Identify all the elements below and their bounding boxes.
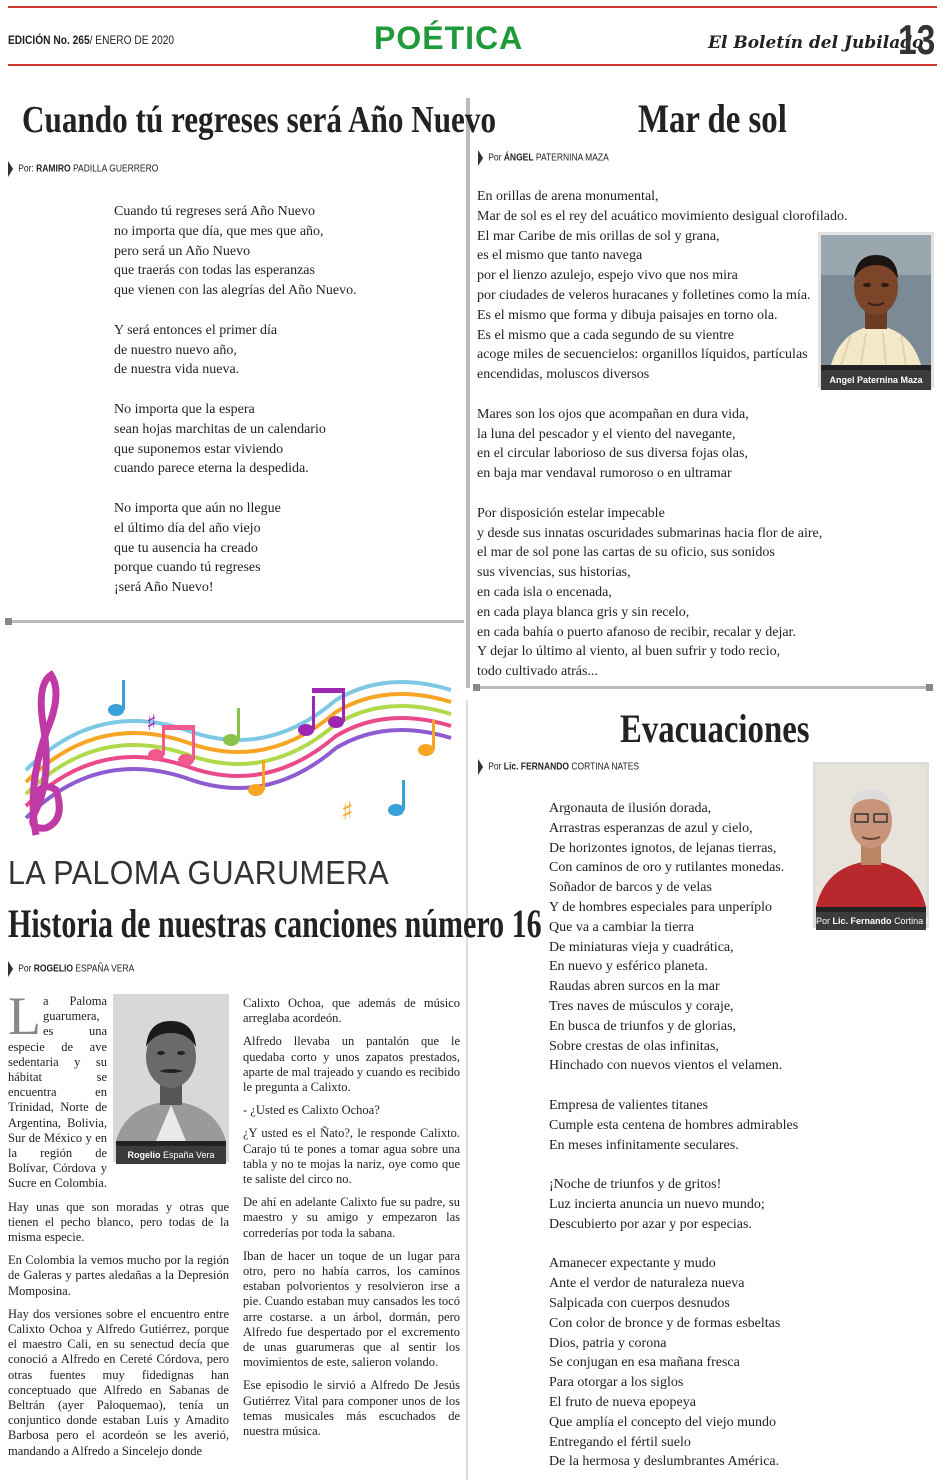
poem-line: Cumple esta centena de hombres admirables <box>549 1117 799 1133</box>
poem2-author-first: ÁNGEL <box>503 152 534 164</box>
poem-line: Mar de sol es el rey del acuático movimiento desigual clorofilado. <box>477 208 848 224</box>
portrait-image <box>816 765 926 907</box>
poem-line: en cada playa blanca gris y sin recelo, <box>477 604 690 620</box>
byline-arrow-icon <box>478 759 483 775</box>
stanza-gap <box>549 1235 798 1255</box>
poem1-title: Cuando tú regreses será Año Nuevo <box>22 99 497 141</box>
article-column-2 <box>243 996 460 1439</box>
portrait-image <box>116 997 226 1141</box>
poem-line: En nuevo y esférico planeta. <box>549 959 708 975</box>
poem-line: en el circular laborioso de sus diversa fojas olas, <box>477 446 748 462</box>
poem1-author-first: RAMIRO <box>36 163 71 175</box>
stanza-gap <box>477 484 848 504</box>
article-paragraph: - ¿Usted es Calixto Ochoa? <box>243 1103 380 1118</box>
poem-line: y desde sus innatas oscuridades submarinas hacia flor de aire, <box>477 525 823 541</box>
byline-arrow-icon <box>8 161 13 177</box>
poem3-body <box>549 799 798 1472</box>
article-dropcap: L <box>8 986 41 1046</box>
poem-line: Empresa de valientes titanes <box>549 1097 708 1113</box>
poem-line: Y dejar lo último al viento, al buen sufrir y todo recio, <box>477 644 781 660</box>
poem-line: Que amplía el concepto del viejo mundo <box>549 1414 777 1430</box>
edition-info <box>8 33 174 47</box>
article-paragraph: La Paloma guarumera, es una especie de ave sedentaria y su hábitat se encuentra en Trinidad, Norte de Argentina, Bolivia, Sur de México y en la región de Bolívar, Córdova y Sucre en Colombia. <box>8 986 107 1191</box>
section-title: POÉTICA <box>374 20 524 56</box>
svg-text:♯: ♯ <box>341 797 354 827</box>
poem-line: El mar Caribe de mis orillas de sol y grana, <box>477 228 720 244</box>
poem-line: no importa que día, que mes que año, <box>114 223 324 239</box>
article-title: Historia de nuestras canciones número 16 <box>8 901 542 946</box>
poem-line: Tres naves de músculos y coraje, <box>549 998 734 1014</box>
poem3-author-title: Lic. <box>503 761 519 773</box>
poem-line: Cuando tú regreses será Año Nuevo <box>114 204 316 219</box>
poem-line: ¡será Año Nuevo! <box>114 580 214 596</box>
poem3-byline: Por Lic. FERNANDO CORTINA NATES <box>478 759 639 775</box>
poem-line: en cada bahía o puerto afanoso de recibir, recalar y dejar. <box>477 624 796 640</box>
column-divider <box>466 98 470 688</box>
poem-line: Descubierto por azar y por especias. <box>549 1216 752 1232</box>
poem-line: No importa que aún no llegue <box>114 500 281 516</box>
poem-line: Arrastras esperanzas de azul y cielo, <box>549 820 753 836</box>
article-col1-paragraphs <box>8 1200 229 1459</box>
rule-dot <box>473 684 480 691</box>
svg-text:♯: ♯ <box>146 711 157 736</box>
portrait-image <box>821 235 931 365</box>
poem-line: por el lienzo azulejo, espejo vivo que nos mira <box>477 268 738 284</box>
poem-line: De horizontes ignotos, de lejanas tierras, <box>549 840 777 856</box>
poem-line: Y de hombres especiales para unperíplo <box>549 899 773 915</box>
poem-line: Con color de bronce y de formas esbeltas <box>549 1315 781 1331</box>
poem-line: Es el mismo que forma y dibuja paisajes en torno ola. <box>477 307 778 323</box>
poem-line: Dios, patria y corona <box>549 1335 667 1351</box>
poem-line: Amanecer expectante y mudo <box>549 1256 716 1272</box>
article-author-last: ESPAÑA VERA <box>75 963 135 975</box>
header-bottom-rule <box>8 64 937 66</box>
poem2-byline: Por ÁNGEL PATERNINA MAZA <box>478 150 609 166</box>
article-paragraph: Calixto Ochoa, que además de músico arreglaba acordeón. <box>243 996 460 1026</box>
poem3-author-first: FERNANDO <box>520 761 569 773</box>
poem-line: ¡Noche de triunfos y de gritos! <box>549 1177 722 1193</box>
poem1-byline: Por: RAMIRO PADILLA GUERRERO <box>8 161 158 177</box>
poem-line: porque cuando tú regreses <box>114 560 261 576</box>
poem-line: Mares son los ojos que acompañan en dura vida, <box>477 406 749 422</box>
poem2-title: Mar de sol <box>638 96 787 141</box>
poem-line: De miniaturas vieja y cuadrática, <box>549 939 734 955</box>
masthead: El Boletín del Jubilado <box>708 33 924 53</box>
poem-line: que tu ausencia ha creado <box>114 540 258 556</box>
poem-line: sus vivencias, sus historias, <box>477 565 631 581</box>
poem-line: Luz incierta anuncia un nuevo mundo; <box>549 1196 765 1212</box>
poem3-author-last: CORTINA NATES <box>571 761 640 773</box>
poem3-title: Evacuaciones <box>620 706 810 751</box>
poem-line: cuando parece eterna la despedida. <box>114 461 309 477</box>
poem-line: la luna del pescador y el viento del navegante, <box>477 426 736 442</box>
poem-line: Es el mismo que a cada segundo de su vientre <box>477 327 734 343</box>
poem-line: Argonauta de ilusión dorada, <box>549 801 712 816</box>
poem-line: de nuestra vida nueva. <box>114 362 240 378</box>
poem-line: Soñador de barcos y de velas <box>549 880 712 896</box>
article-paragraph: En Colombia la vemos mucho por la región de Galeras y partes aledañas a la Depresión Momposina. <box>8 1253 229 1298</box>
poem-line: Entregando el fértil suelo <box>549 1434 691 1450</box>
stanza-gap <box>114 479 357 499</box>
stanza-gap <box>114 301 357 321</box>
poem2-photo-caption: Angel Paternina Maza <box>821 370 931 390</box>
rule-dot <box>926 684 933 691</box>
article-photo-caption: Rogelio España Vera <box>116 1146 226 1164</box>
article-paragraph: Hay dos versiones sobre el encuentro entre Calixto Ochoa y Alfredo Gutiérrez, porque el maestro Cali, en su senectud decía que conoció a Alfredo en Cereté Córdova, pero otras fuentes muy fidedignas han conceptuado que Alfredo en Sabanas de Beltrán (ayer Paloquemao), tenía un conjuntico donde estaban Luis y Amadito Barbosa pero el acordeón se les averió, mandando a Alfredo a Sincelejo donde <box>8 1306 229 1458</box>
poem-line: Se conjugan en esa mañana fresca <box>549 1355 740 1371</box>
poem-line: el mar de sol pone las cartas de su oficio, sus sonidos <box>477 545 775 561</box>
poem-line: de nuestro nuevo año, <box>114 342 237 358</box>
edition-label: EDICIÓN <box>8 33 51 47</box>
poem-line: Sobre crestas de olas infinitas, <box>549 1038 719 1054</box>
poem-line: Por disposición estelar impecable <box>477 505 665 521</box>
poem-line: Y será entonces el primer día <box>114 322 278 338</box>
article-byline: Por ROGELIO ESPAÑA VERA <box>8 961 134 977</box>
column-divider-lower <box>466 700 468 1480</box>
poem-line: Salpicada con cuerpos desnudos <box>549 1295 730 1311</box>
article-paragraph: Hay unas que son moradas y otras que tienen el pecho blanco, pero todas de la misma especie. <box>8 1199 229 1245</box>
poem-line: sean hojas marchitas de un calendario <box>114 421 326 437</box>
header-top-rule <box>8 6 937 8</box>
poem-line: De la hermosa y deslumbrantes América. <box>549 1454 780 1470</box>
poem-line: Ante el verdor de naturaleza nueva <box>549 1276 745 1292</box>
stanza-gap <box>477 385 848 405</box>
rule-dot <box>5 618 12 625</box>
poem-line: pero será un Año Nuevo <box>114 243 251 259</box>
edition-number: No. 265 <box>53 33 90 47</box>
poem-line: Que va a cambiar la tierra <box>549 919 694 935</box>
music-notes-illustration <box>6 660 464 840</box>
poem-line: Hinchado con nuevos vientos el velamen. <box>549 1058 783 1074</box>
poem-line: en cada isla o encenada, <box>477 584 612 600</box>
article-paragraph: De ahí en adelante Calixto fue su padre, su maestro y su amigo y empezaron las correderías por toda la sabana. <box>243 1195 460 1240</box>
page-number: 13 <box>898 16 936 63</box>
article-paragraph: Ese episodio le sirvió a Alfredo De Jesús Gutiérrez Vital para componer unos de los temas musicales más escuchados de nuestra música. <box>243 1378 460 1439</box>
stanza-gap <box>549 1076 798 1096</box>
poem-line: Raudas abren surcos en la mar <box>549 979 720 995</box>
poem3-photo-caption: Por Lic. Fernando Cortina Nates <box>816 912 926 930</box>
poem-line: acoge miles de secuencielos: organillos líquidos, partículas <box>477 347 808 363</box>
poem-line: que traerás con todas las esperanzas <box>114 263 315 279</box>
poem-line: por ciudades de veleros huracanes y folletines como la mía. <box>477 287 811 303</box>
article-author-first: ROGELIO <box>33 963 73 975</box>
stanza-gap <box>114 380 357 400</box>
poem1-body <box>114 202 357 598</box>
article-paragraph: ¿Y usted es el Ñato?, le responde Calixto. Carajo tú te pones a tomar agua sobre una tabla y no te mojas la nariz, oye como que te saliste del circo no. <box>243 1126 460 1187</box>
poem-line: En orillas de arena monumental, <box>477 189 659 204</box>
byline-arrow-icon <box>8 961 13 977</box>
poem-line: todo cultivado atrás... <box>477 664 598 680</box>
poem2-author-last: PATERNINA MAZA <box>535 152 609 164</box>
poem-line: Con caminos de oro y rutilantes monedas. <box>549 860 785 876</box>
article-paragraph: Alfredo llevaba un pantalón que le quedaba corto y unos zapatos prestados, aparte de mal trajeado y cuando es recibido le pregunta a Calixto. <box>243 1034 460 1095</box>
stanza-gap <box>549 1155 798 1175</box>
byline-arrow-icon <box>478 150 483 166</box>
poem-line: es el mismo que tanto navega <box>477 248 643 264</box>
poem-line: el último día del año viejo <box>114 520 261 536</box>
poem-line: encendidas, moluscos diversos <box>477 367 650 383</box>
article-author-photo <box>113 994 229 1162</box>
poem-line: que suponemos estar viviendo <box>114 441 284 457</box>
poem-line: No importa que la espera <box>114 401 255 417</box>
poem1-author-last: PADILLA GUERRERO <box>72 163 159 175</box>
poem3-author-photo <box>813 762 949 928</box>
section-divider-left <box>8 620 464 623</box>
article-kicker: LA PALOMA GUARUMERA <box>8 854 390 891</box>
poem2-body <box>477 187 848 682</box>
poem-line: En busca de triunfos y de glorias, <box>549 1018 737 1034</box>
poem-line: El fruto de nueva epopeya <box>549 1394 696 1410</box>
poem-line: Para otorgar a los siglos <box>549 1375 684 1391</box>
edition-date: / ENERO DE 2020 <box>89 33 175 47</box>
article-column-1 <box>8 986 229 1459</box>
poem2-author-photo <box>818 232 934 388</box>
article-paragraph: Iban de hacer un toque de un lugar para otro, pero no había carros, los caminos estaban polvorientos y resolvieron irse a pie. Cuando estaban muy cansados les tocó arre costarse. a un árbol, dormán, pero Alfredo fue despertado por el excremento de unas guarumeras que al sentir los movimientos de este, salieron volando. <box>243 1248 460 1370</box>
section-divider-right <box>476 686 932 689</box>
poem-line: En meses infinitamente seculares. <box>549 1137 739 1153</box>
poem-line: en baja mar vendaval rumoroso o en ultramar <box>477 466 732 482</box>
poem-line: que vienen con las alegrías del Año Nuevo. <box>114 283 357 299</box>
